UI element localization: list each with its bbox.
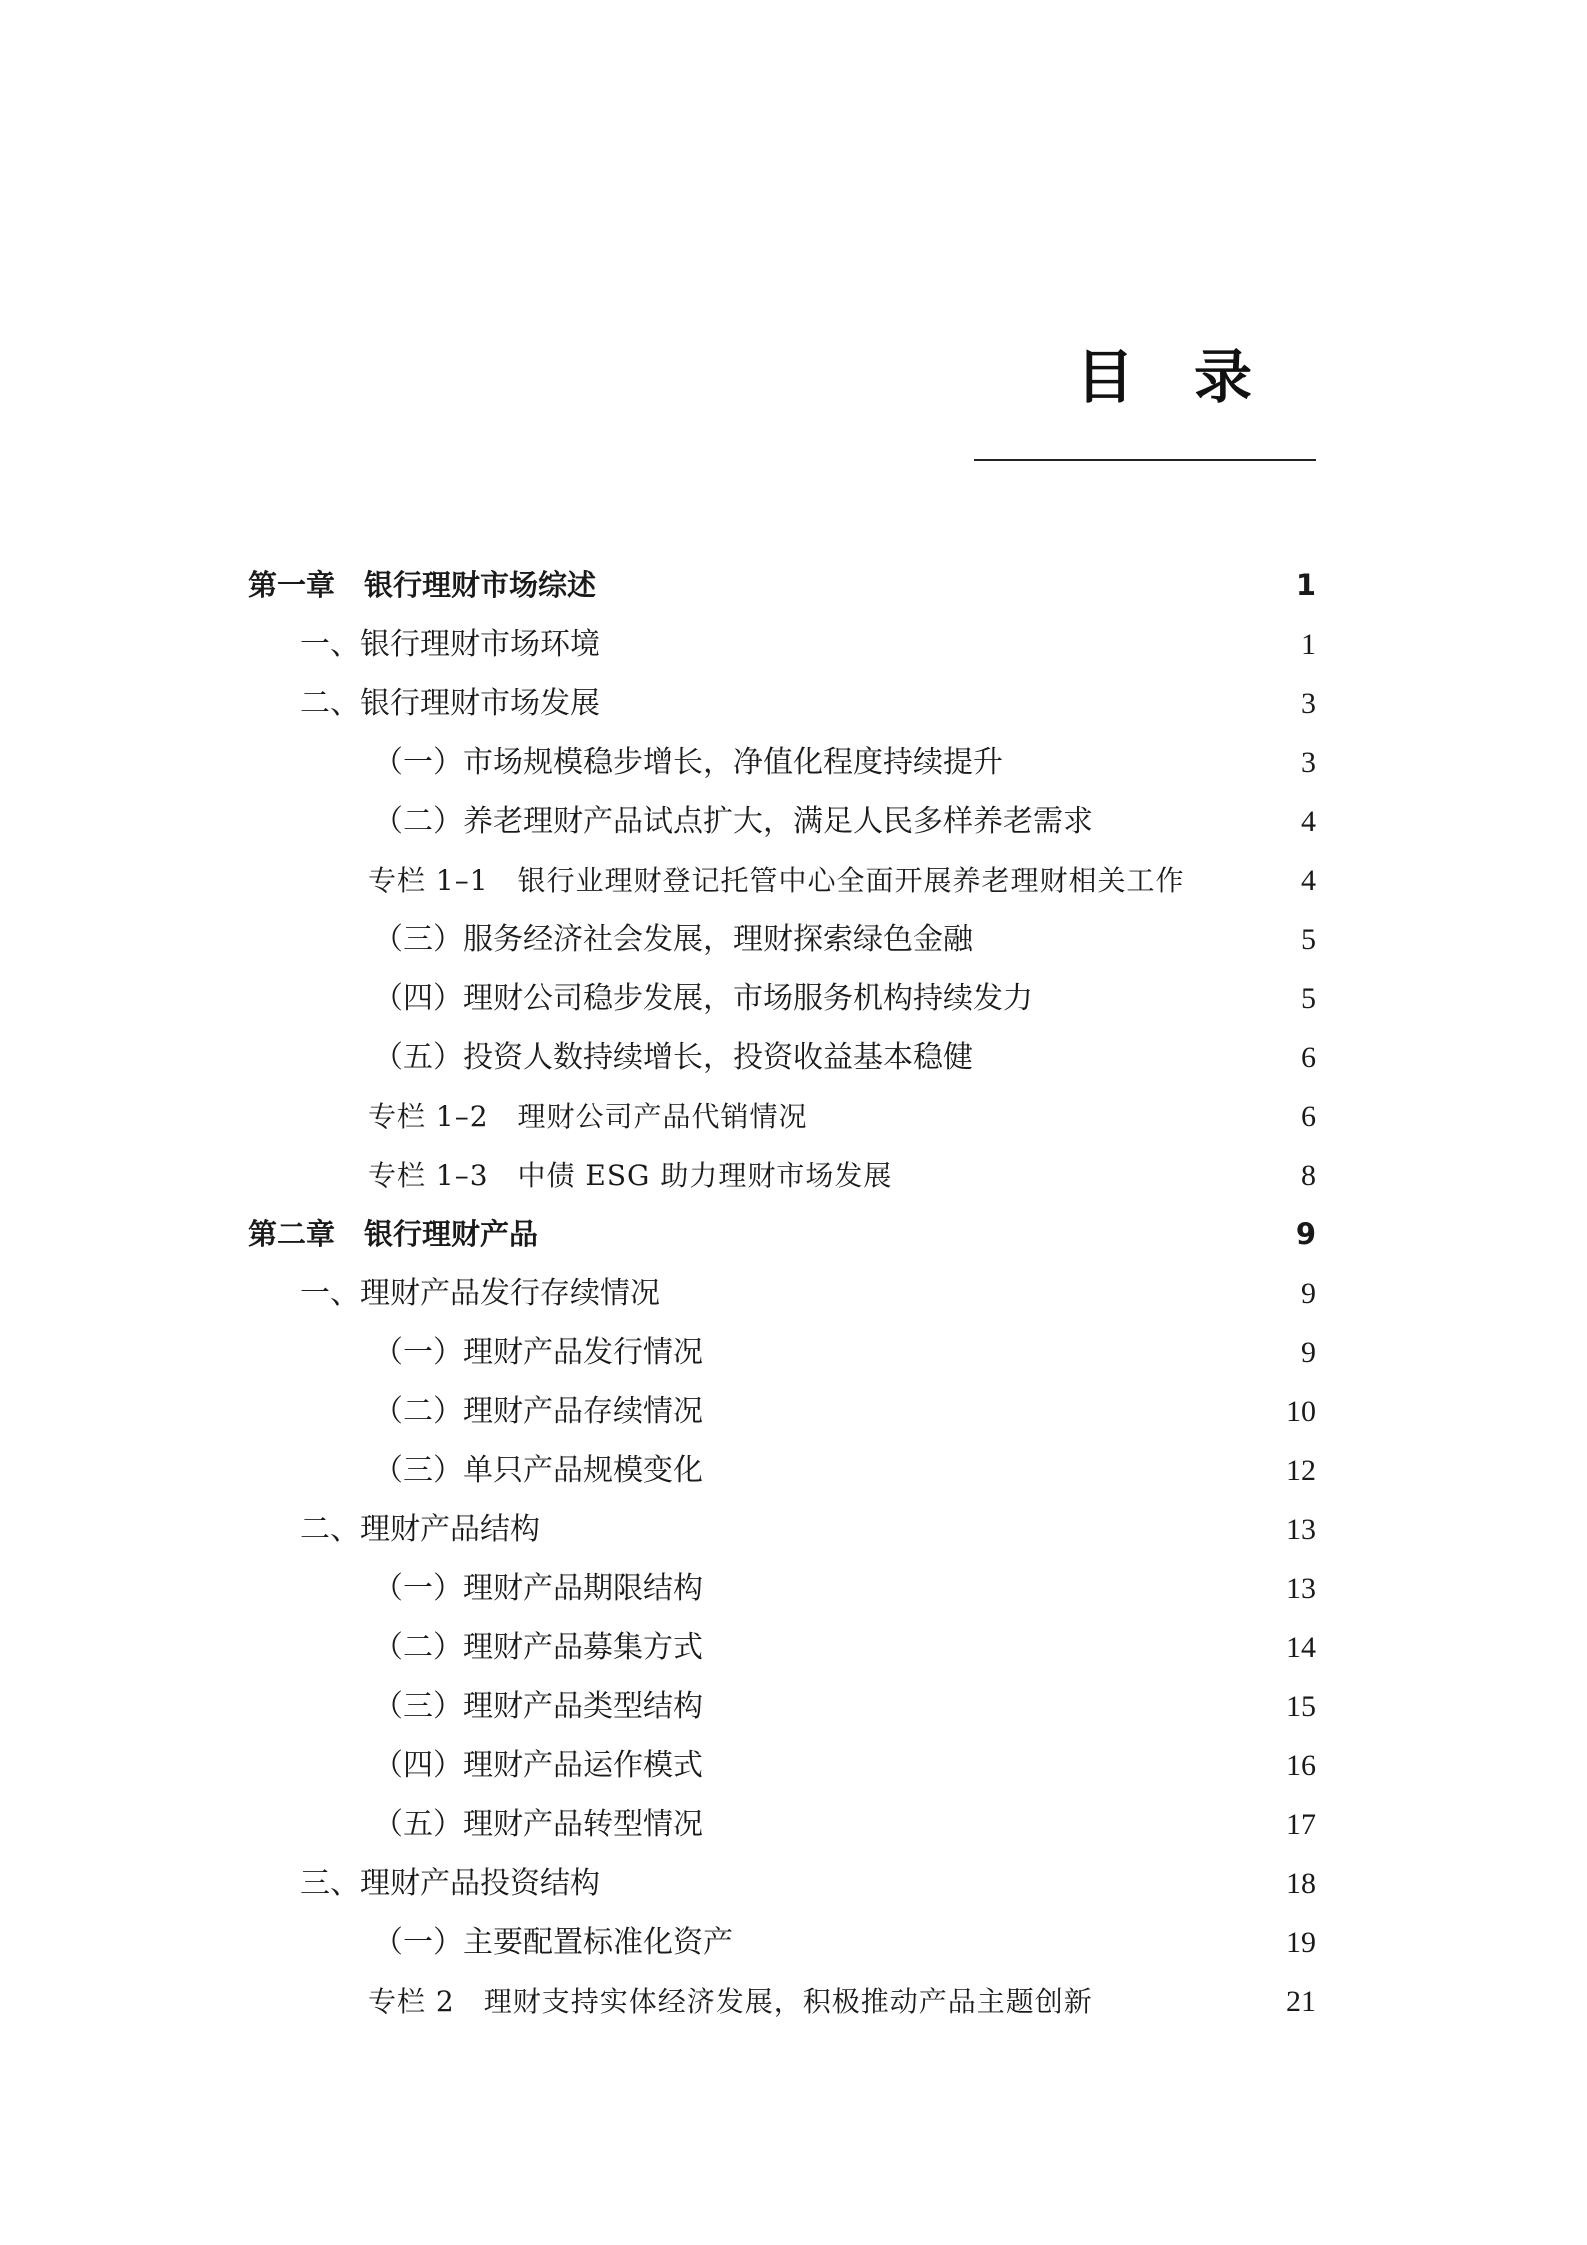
toc-entry-sub[interactable] [248,969,1316,1028]
toc-entry-title: 一、银行理财市场环境 [300,626,600,662]
toc-entry-sub[interactable] [248,1028,1316,1087]
toc-entry-title: 二、理财产品结构 [300,1511,540,1547]
toc-entry-title: （一）理财产品发行情况 [373,1334,703,1370]
toc-entry-sub[interactable] [248,733,1316,792]
toc-page-number: 21 [1286,1984,1316,2018]
toc-page-number: 6 [1301,1040,1316,1074]
toc-entry-title: 一、理财产品发行存续情况 [300,1275,660,1311]
title-divider [974,459,1316,461]
toc-entry-sub[interactable] [248,1913,1316,1972]
toc-page-number: 4 [1301,804,1316,838]
toc-entry-section[interactable] [248,1854,1316,1913]
toc-page-number: 14 [1286,1630,1316,1664]
toc-entry-title: （四）理财公司稳步发展，市场服务机构持续发力 [373,980,1033,1016]
toc-entry-title: （三）服务经济社会发展，理财探索绿色金融 [373,921,973,957]
toc-entry-sub[interactable] [248,1618,1316,1677]
toc-entry-title: 第二章 银行理财产品 [248,1217,539,1251]
toc-entry-column[interactable] [248,1146,1316,1205]
toc-page-number: 16 [1286,1748,1316,1782]
toc-page-number: 12 [1286,1453,1316,1487]
toc-page-number: 15 [1286,1689,1316,1723]
toc-entry-chapter[interactable] [248,1205,1316,1264]
toc-entry-title: （三）单只产品规模变化 [373,1452,703,1488]
toc-entry-section[interactable] [248,1264,1316,1323]
toc-entry-sub[interactable] [248,1559,1316,1618]
toc-entry-title: （二）理财产品存续情况 [373,1393,703,1429]
toc-page-number: 9 [1301,1276,1316,1310]
toc-entry-sub[interactable] [248,1677,1316,1736]
toc-page-number: 17 [1286,1807,1316,1841]
toc-page-number: 8 [1301,1158,1316,1192]
toc-entry-title: 专栏 1–3 中债 ESG 助力理财市场发展 [368,1158,893,1192]
toc-entry-column[interactable] [248,1087,1316,1146]
toc-page-number: 4 [1301,863,1316,897]
toc-page-number: 13 [1286,1571,1316,1605]
toc-entry-sub[interactable] [248,910,1316,969]
toc-page-number: 1 [1301,627,1316,661]
toc-entry-chapter[interactable] [248,556,1316,615]
toc-page-number: 9 [1301,1335,1316,1369]
toc-entry-title: 专栏 1–1 银行业理财登记托管中心全面开展养老理财相关工作 [368,863,1185,897]
toc-entry-section[interactable] [248,615,1316,674]
toc-page-number: 5 [1301,981,1316,1015]
toc-entry-title: 二、银行理财市场发展 [300,685,600,721]
toc-entry-sub[interactable] [248,1441,1316,1500]
page-title: 目录 [1076,343,1313,411]
toc-entry-title: （五）投资人数持续增长，投资收益基本稳健 [373,1039,973,1075]
toc-entry-sub[interactable] [248,792,1316,851]
toc-entry-title: 专栏 2 理财支持实体经济发展，积极推动产品主题创新 [368,1984,1093,2018]
toc-entry-sub[interactable] [248,1795,1316,1854]
toc-page-number: 13 [1286,1512,1316,1546]
toc-page-number: 1 [1295,568,1316,602]
toc-entry-title: （一）主要配置标准化资产 [373,1924,733,1960]
toc-entry-title: （二）养老理财产品试点扩大，满足人民多样养老需求 [373,803,1093,839]
toc-page-number: 18 [1286,1866,1316,1900]
toc-page-number: 3 [1301,686,1316,720]
toc-entry-title: （四）理财产品运作模式 [373,1747,703,1783]
toc-entry-section[interactable] [248,1500,1316,1559]
toc-entry-title: 专栏 1–2 理财公司产品代销情况 [368,1099,808,1133]
toc-entry-column[interactable] [248,851,1316,910]
toc-entry-title: （三）理财产品类型结构 [373,1688,703,1724]
toc-entry-section[interactable] [248,674,1316,733]
toc-page-number: 9 [1295,1217,1316,1251]
toc-entry-title: 三、理财产品投资结构 [300,1865,600,1901]
toc-page-number: 10 [1286,1394,1316,1428]
toc-page-number: 19 [1286,1925,1316,1959]
table-of-contents [248,556,1316,2031]
toc-entry-title: （一）理财产品期限结构 [373,1570,703,1606]
toc-entry-sub[interactable] [248,1736,1316,1795]
toc-entry-title: （五）理财产品转型情况 [373,1806,703,1842]
toc-entry-sub[interactable] [248,1323,1316,1382]
toc-page-number: 6 [1301,1099,1316,1133]
toc-entry-title: 第一章 银行理财市场综述 [248,568,597,602]
toc-entry-sub[interactable] [248,1382,1316,1441]
toc-page-number: 3 [1301,745,1316,779]
toc-page-number: 5 [1301,922,1316,956]
toc-entry-column[interactable] [248,1972,1316,2031]
toc-entry-title: （一）市场规模稳步增长，净值化程度持续提升 [373,744,1003,780]
toc-entry-title: （二）理财产品募集方式 [373,1629,703,1665]
